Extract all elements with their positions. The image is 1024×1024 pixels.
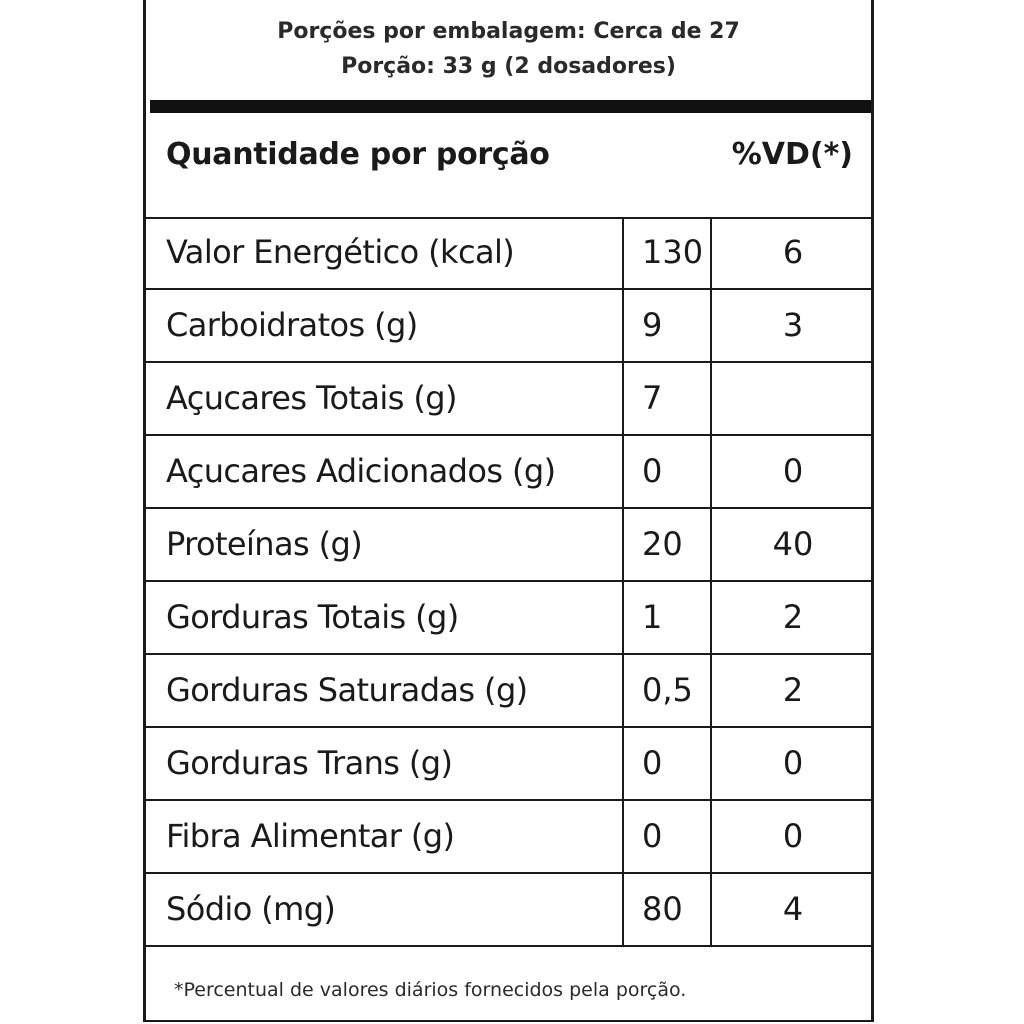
servings-per-package: Porções por embalagem: Cerca de 27 xyxy=(277,19,740,44)
nutrient-name: Valor Energético (kcal) xyxy=(166,233,515,271)
nutrition-facts-label xyxy=(143,0,874,1022)
nutrient-daily-value: 40 xyxy=(710,509,874,580)
nutrient-daily-value xyxy=(710,363,874,434)
nutrient-amount: 130 xyxy=(622,217,710,288)
table-row xyxy=(146,290,871,363)
nutrient-daily-value: 0 xyxy=(710,436,874,507)
nutrient-table xyxy=(146,217,871,947)
nutrient-name: Gorduras Saturadas (g) xyxy=(166,671,528,709)
nutrient-amount: 80 xyxy=(622,874,710,945)
header-amount-per-serving: Quantidade por porção xyxy=(166,137,550,172)
nutrient-amount: 0 xyxy=(622,728,710,799)
nutrient-amount: 1 xyxy=(622,582,710,653)
table-row xyxy=(146,509,871,582)
thick-divider xyxy=(150,100,871,113)
nutrient-name: Fibra Alimentar (g) xyxy=(166,817,455,855)
table-row xyxy=(146,217,871,290)
nutrient-name: Carboidratos (g) xyxy=(166,306,418,344)
nutrient-amount: 9 xyxy=(622,290,710,361)
nutrient-daily-value: 0 xyxy=(710,801,874,872)
nutrient-daily-value: 6 xyxy=(710,217,874,288)
footnote: *Percentual de valores diários fornecidos pela porção. xyxy=(174,979,687,1001)
table-header xyxy=(146,113,871,219)
nutrient-daily-value: 0 xyxy=(710,728,874,799)
nutrient-amount: 20 xyxy=(622,509,710,580)
nutrient-name: Açucares Adicionados (g) xyxy=(166,452,556,490)
nutrient-daily-value: 3 xyxy=(710,290,874,361)
table-row xyxy=(146,582,871,655)
nutrient-daily-value: 2 xyxy=(710,582,874,653)
nutrient-amount: 0 xyxy=(622,801,710,872)
table-row xyxy=(146,655,871,728)
nutrient-name: Sódio (mg) xyxy=(166,890,336,928)
nutrient-name: Proteínas (g) xyxy=(166,525,363,563)
table-row xyxy=(146,363,871,436)
nutrient-amount: 7 xyxy=(622,363,710,434)
nutrient-amount: 0 xyxy=(622,436,710,507)
serving-size: Porção: 33 g (2 dosadores) xyxy=(341,54,676,79)
nutrient-daily-value: 4 xyxy=(710,874,874,945)
nutrient-daily-value: 2 xyxy=(710,655,874,726)
table-row xyxy=(146,436,871,509)
table-row xyxy=(146,801,871,874)
nutrient-amount: 0,5 xyxy=(622,655,710,726)
serving-info xyxy=(146,14,871,84)
nutrient-name: Açucares Totais (g) xyxy=(166,379,457,417)
table-row xyxy=(146,874,871,947)
table-row xyxy=(146,728,871,801)
nutrient-name: Gorduras Totais (g) xyxy=(166,598,459,636)
nutrient-name: Gorduras Trans (g) xyxy=(166,744,453,782)
header-daily-value: %VD(*) xyxy=(731,137,853,172)
